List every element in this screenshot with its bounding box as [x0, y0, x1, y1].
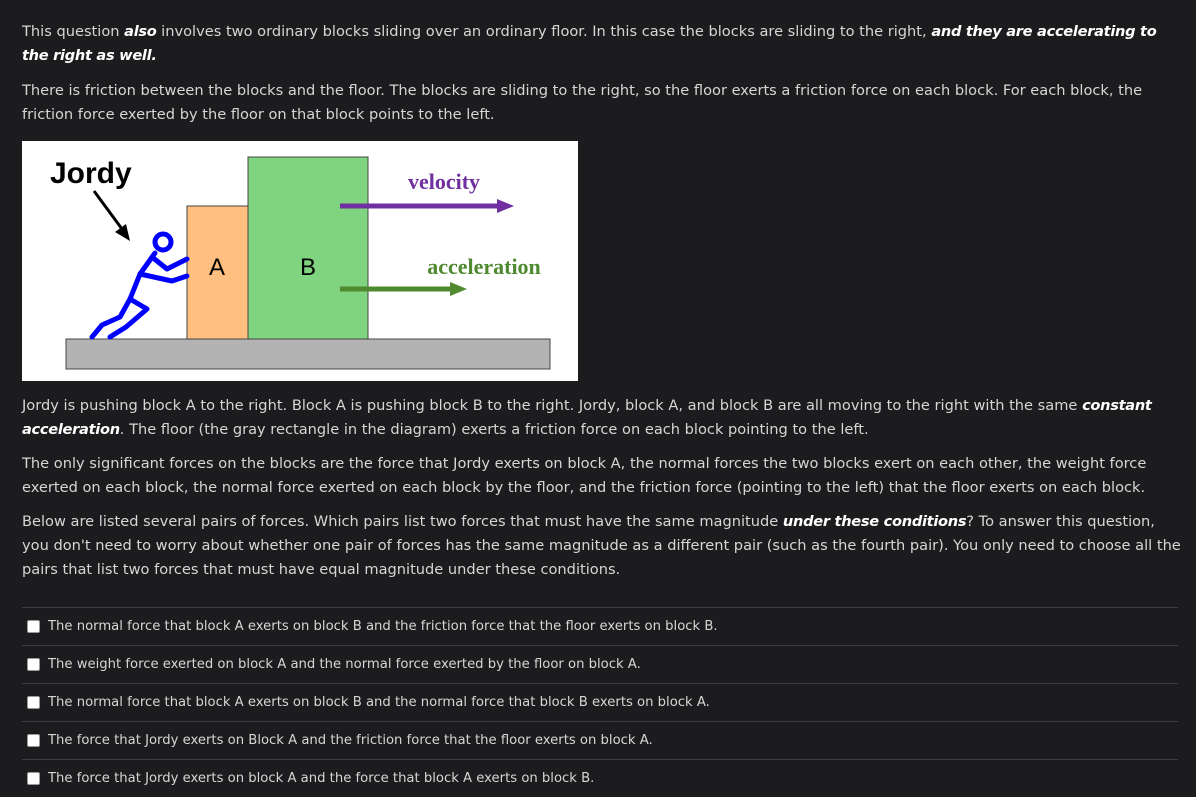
choice-label: The force that Jordy exerts on block A and the force that block A exerts on block B. [48, 771, 595, 786]
jordy-label: Jordy [50, 157, 132, 190]
choice-label: The normal force that block A exerts on block B and the friction force that the floor exerts on block B. [48, 619, 718, 634]
intro-paragraph-1 [22, 20, 1182, 68]
jordy-head [155, 234, 171, 250]
checkbox[interactable] [27, 696, 40, 709]
checkbox[interactable] [27, 772, 40, 785]
floor-rect [66, 339, 550, 369]
velocity-label: velocity [407, 169, 481, 194]
intro-paragraph-2: There is friction between the blocks and the floor. The blocks are sliding to the right, so the floor exerts a friction force on each block. For each block, the friction force exerted by the floor on that block points to the left. [22, 82, 1143, 123]
answer-choice-5[interactable] [22, 760, 1178, 797]
text-span: Below are listed several pairs of forces. Which pairs list two forces that must have the same magnitude [22, 513, 783, 530]
jordy-pointer-head [115, 224, 130, 241]
jordy-figure [92, 234, 187, 337]
body-paragraph-5 [22, 510, 1182, 582]
block-b-label: B [299, 254, 317, 281]
emphasis-text: constant acceleration [22, 397, 1152, 438]
choice-label: The force that Jordy exerts on Block A and the friction force that the floor exerts on block A. [48, 733, 653, 748]
jordy-leg-back [92, 299, 130, 337]
checkbox[interactable] [27, 734, 40, 747]
emphasis-text: under these conditions [782, 513, 967, 530]
text-span: . The floor (the gray rectangle in the diagram) exerts a friction force on each block pointing to the left. [119, 421, 869, 438]
text-span: ? To answer this question, you don't need to worry about whether one pair of forces has the same magnitude as a different pair (such as the fourth pair). You only need to choose all the pairs that list two forces that must have equal magnitude under these conditions. [22, 513, 1181, 578]
text-span: Jordy is pushing block A to the right. Block A is pushing block B to the right. Jordy, block A, and block B are all moving to the right with the same [22, 397, 1083, 414]
text-span: This question [22, 23, 125, 40]
choice-label: The weight force exerted on block A and the normal force exerted by the floor on block A. [48, 657, 641, 672]
acceleration-arrow-head [450, 282, 467, 296]
jordy-arm-lower [140, 274, 187, 281]
emphasis-text: also [124, 23, 157, 40]
question-content [22, 20, 1182, 797]
text-span: involves two ordinary blocks sliding over an ordinary floor. In this case the blocks are sliding to the right, [156, 23, 932, 40]
answer-choices [22, 607, 1178, 797]
velocity-arrow-head [497, 199, 514, 213]
checkbox[interactable] [27, 620, 40, 633]
body-paragraph-4: The only significant forces on the blocks are the force that Jordy exerts on block A, the normal forces the two blocks exert on each other, the weight force exerted on each block, the normal force exerted on each block by the floor, and the friction force (pointing to the left) that the floor exerts on each block. [22, 455, 1147, 496]
body-paragraph-3 [22, 394, 1182, 442]
force-diagram [22, 141, 578, 381]
jordy-arm-upper [152, 257, 187, 269]
block-a-label: A [208, 254, 226, 281]
jordy-pointer-line [94, 191, 122, 229]
emphasis-text: and they are accelerating to the right as well. [22, 23, 1157, 64]
block-b [248, 157, 368, 339]
answer-choice-1[interactable] [22, 608, 1178, 646]
answer-choice-2[interactable] [22, 646, 1178, 684]
diagram-svg [22, 141, 578, 381]
checkbox[interactable] [27, 658, 40, 671]
answer-choice-3[interactable] [22, 684, 1178, 722]
choice-label: The normal force that block A exerts on block B and the normal force that block B exerts on block A. [48, 695, 710, 710]
acceleration-label: acceleration [427, 254, 541, 279]
answer-choice-4[interactable] [22, 722, 1178, 760]
